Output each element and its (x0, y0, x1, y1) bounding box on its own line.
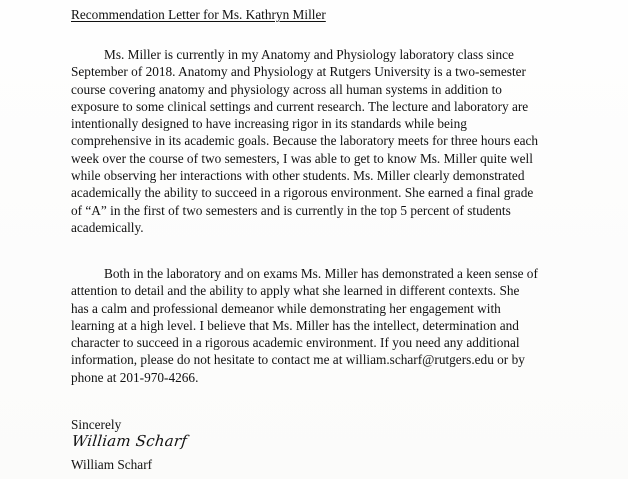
paragraph-line: Both in the laboratory and on exams Ms. Miller has demonstrated a keen sense of (104, 266, 538, 281)
paragraph-assessment (71, 265, 541, 386)
letter-heading: Recommendation Letter for Ms. Kathryn Miller (71, 7, 326, 22)
paragraph-line: Ms. Miller is currently in my Anatomy and Physiology laboratory class since (104, 47, 514, 62)
paragraph-line: course covering anatomy and physiology across all human systems in addition to (71, 81, 502, 97)
paragraph-line: while observing her interactions with other students. Ms. Miller clearly demonstrated (71, 168, 525, 184)
paragraph-line: has a calm and professional demeanor while demonstrating her engagement with (71, 300, 501, 316)
paragraph-line: September of 2018. Anatomy and Physiology at Rutgers University is a two-semester (71, 64, 526, 80)
closing-salutation: Sincerely (71, 417, 122, 432)
paragraph-line: academically the ability to succeed in a rigorous environment. She earned a final grade (71, 185, 534, 201)
paragraph-line: of “A” in the first of two semesters and is currently in the top 5 percent of students (71, 202, 511, 218)
printed-name: William Scharf (71, 457, 153, 472)
paragraph-line: attention to detail and the ability to apply what she learned in different contexts. She (71, 283, 520, 299)
paragraph-line: week over the course of two semesters, I was able to get to know Ms. Miller quite well (71, 150, 533, 166)
paragraph-line: character to succeed in a rigorous academic environment. If you need any additional (71, 335, 520, 351)
handwritten-signature: William Scharf (71, 432, 188, 450)
paragraph-line: exposure to some clinical settings and current research. The lecture and laboratory are (71, 98, 529, 114)
paragraph-line: learning at a high level. I believe that Ms. Miller has the intellect, determination and (71, 317, 519, 333)
paragraph-line: information, please do not hesitate to contact me at william.scharf@rutgers.edu or by (71, 352, 525, 368)
paragraph-line: intentionally designed to have increasing rigor in its standards while being (71, 116, 467, 132)
paragraph-line: comprehensive in its academic goals. Because the laboratory meets for three hours each (71, 133, 539, 149)
paragraph-line: phone at 201-970-4266. (71, 369, 199, 385)
paragraph-line: academically. (71, 219, 144, 235)
paragraph-intro (71, 46, 541, 236)
